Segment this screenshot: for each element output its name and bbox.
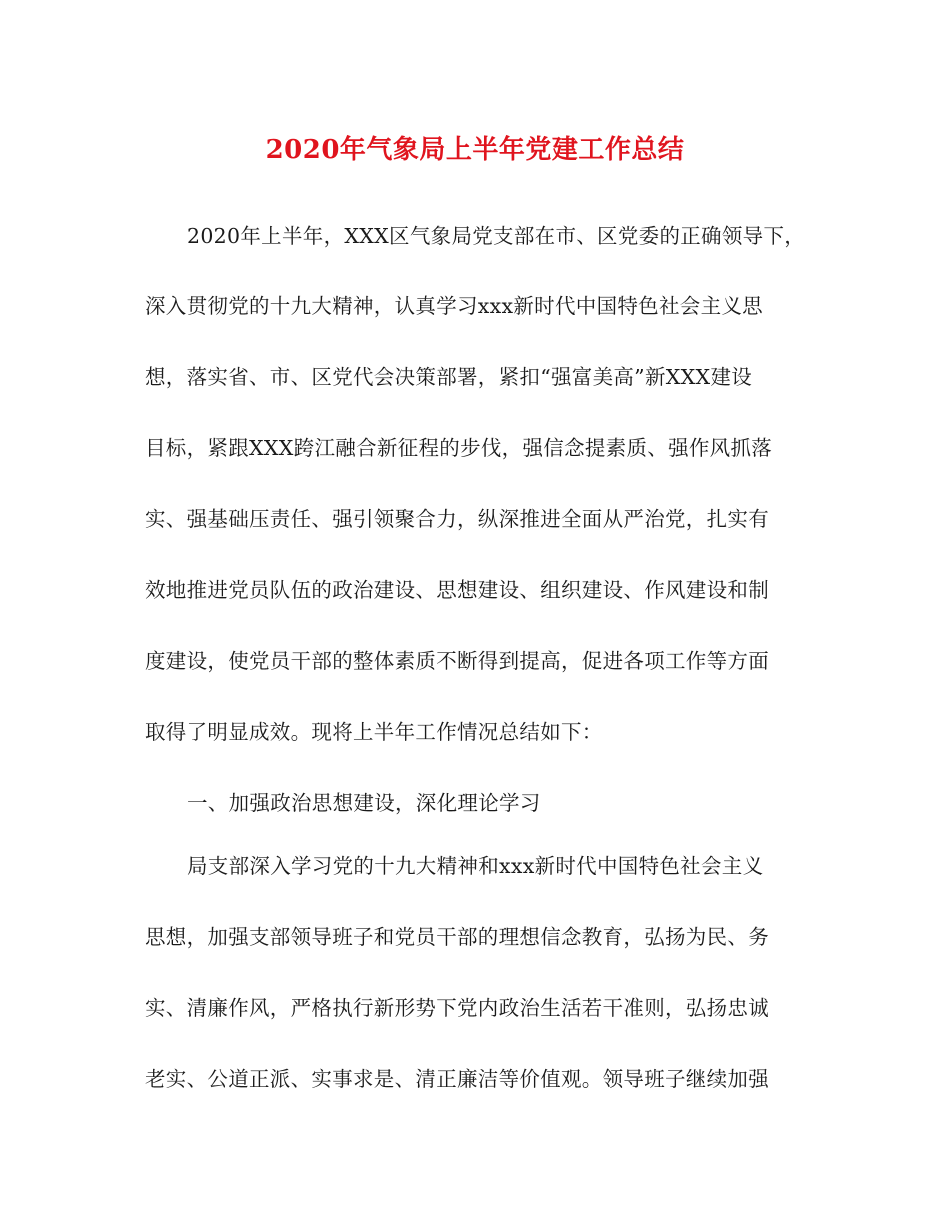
paragraph-line: 局支部深入学习党的十九大精神和xxx新时代中国特色社会主义 xyxy=(187,854,764,878)
section-heading: 一、加强政治思想建设，深化理论学习 xyxy=(187,791,541,815)
paragraph-line: 深入贯彻党的十九大精神，认真学习xxx新时代中国特色社会主义思 xyxy=(145,294,763,318)
paragraph-line: 想，落实省、市、区党代会决策部署，紧扣“强富美高”新XXX建设 xyxy=(145,365,753,389)
paragraph-line: 思想，加强支部领导班子和党员干部的理想信念教育，弘扬为民、务 xyxy=(145,925,769,949)
document-title: 2020年气象局上半年党建工作总结 xyxy=(265,135,685,165)
paragraph-line: 老实、公道正派、实事求是、清正廉洁等价值观。领导班子继续加强 xyxy=(145,1067,769,1091)
paragraph-line: 目标，紧跟XXX跨江融合新征程的步伐，强信念提素质、强作风抓落 xyxy=(145,436,773,460)
paragraph-line: 实、清廉作风，严格执行新形势下党内政治生活若干准则，弘扬忠诚 xyxy=(145,996,769,1020)
paragraph-line: 效地推进党员队伍的政治建设、思想建设、组织建设、作风建设和制 xyxy=(145,578,769,602)
paragraph-line: 取得了明显成效。现将上半年工作情况总结如下： xyxy=(145,720,603,744)
paragraph-line: 度建设，使党员干部的整体素质不断得到提高，促进各项工作等方面 xyxy=(145,649,769,673)
paragraph-line: 2020年上半年，XXX区气象局党支部在市、区党委的正确领导下， xyxy=(187,224,806,248)
paragraph-line: 实、强基础压责任、强引领聚合力，纵深推进全面从严治党，扎实有 xyxy=(145,507,769,531)
